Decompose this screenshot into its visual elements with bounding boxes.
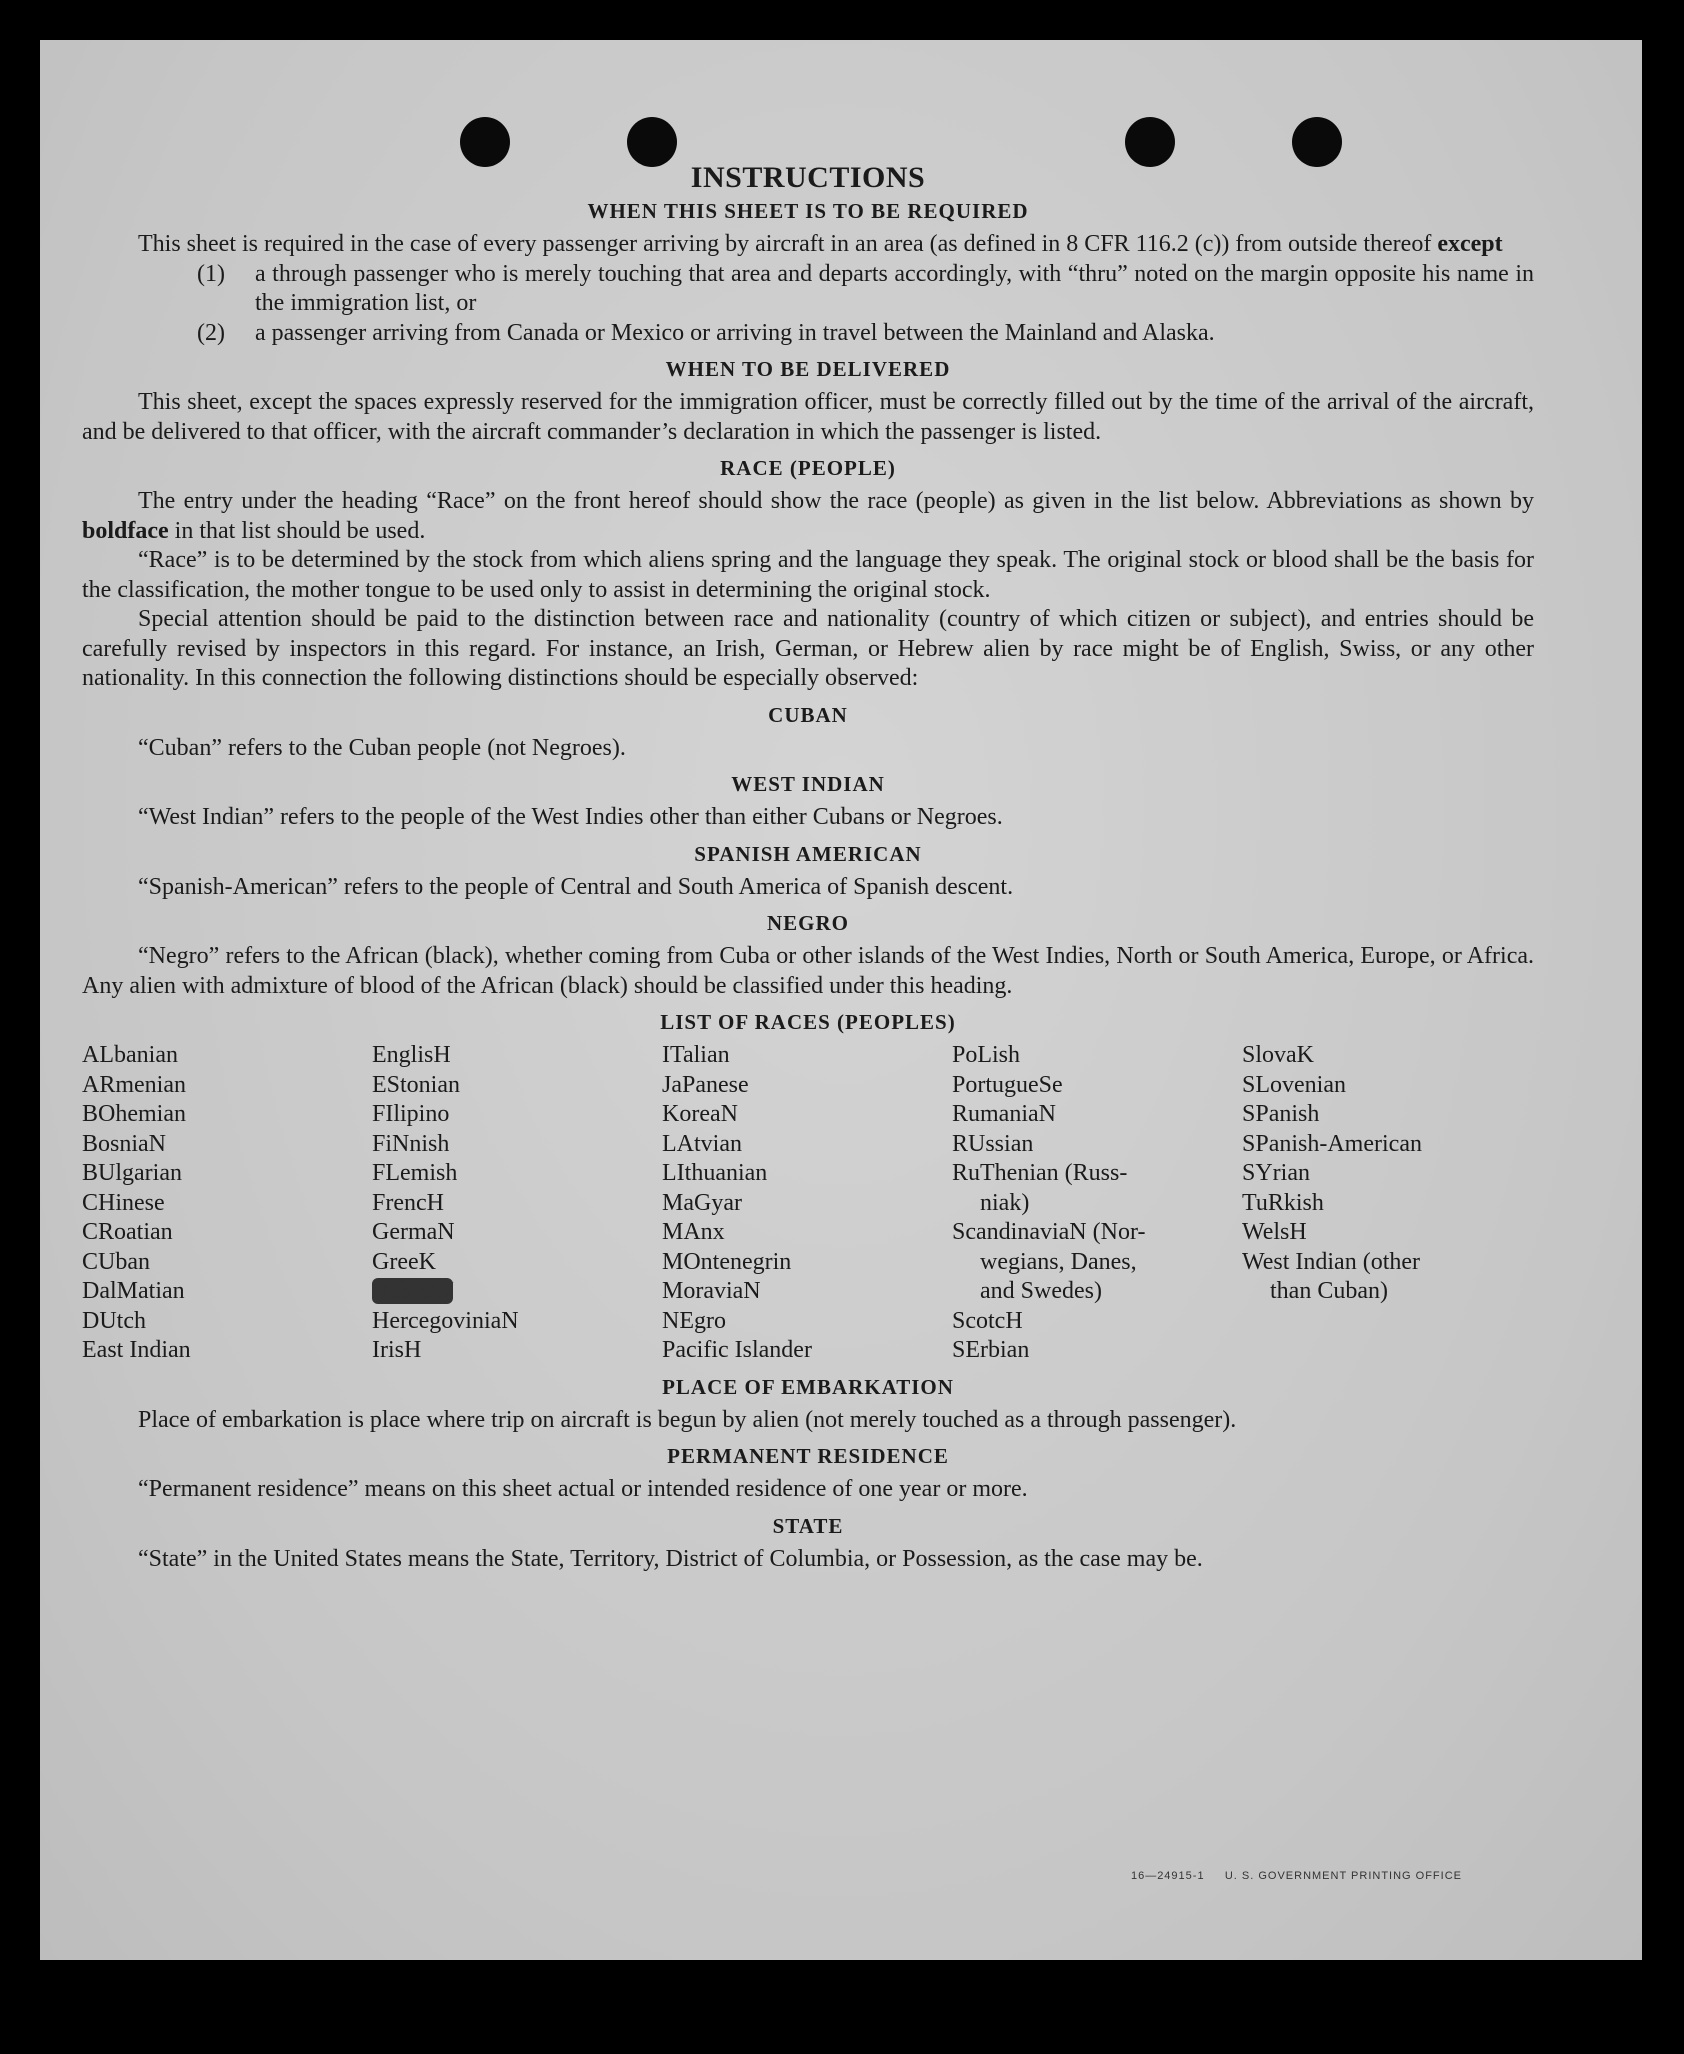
- race-entry: EStonian: [372, 1071, 460, 1098]
- race-entry: LAtvian: [662, 1130, 742, 1157]
- section-heading-negro: NEGRO: [766, 911, 849, 935]
- race-entry: FiNnish: [372, 1130, 450, 1157]
- race-entry: FrencH: [372, 1189, 444, 1216]
- race-entry: NEgro: [662, 1307, 726, 1334]
- race-entry: SYrian: [1242, 1160, 1310, 1186]
- race-entry: ARmenian: [82, 1071, 186, 1098]
- race-entry: SPanish: [1242, 1101, 1320, 1127]
- race-entry: BOhemian: [82, 1101, 186, 1127]
- required-intro: This sheet is required in the case of every passenger arriving by aircraft in an area (as defined in 8 CFR 116.2 (c)) from outside thereof except: [138, 231, 1503, 257]
- race-entry-continued: than Cuban): [1270, 1278, 1388, 1304]
- race-entry: SPanish-American: [1242, 1130, 1422, 1157]
- race-entry: DalMatian: [82, 1278, 185, 1304]
- race-entry: PortugueSe: [952, 1071, 1063, 1098]
- race-entry: LIthuanian: [662, 1160, 768, 1186]
- race-entry-continued: niak): [980, 1189, 1030, 1216]
- section-heading-embarkation: PLACE OF EMBARKATION: [662, 1374, 954, 1399]
- race-entry: MoraviaN: [662, 1278, 761, 1304]
- race-entry: ITalian: [662, 1042, 730, 1068]
- races-column-3: [662, 1041, 952, 1366]
- race-entry: KoreaN: [662, 1101, 738, 1127]
- race-entry: IrisH: [372, 1337, 422, 1363]
- race-entry: MOntenegrin: [662, 1248, 792, 1275]
- races-list: [82, 1041, 1534, 1366]
- races-column-4: [952, 1041, 1242, 1366]
- race-entry: DUtch: [82, 1307, 146, 1334]
- race-entry: Pacific Islander: [662, 1337, 812, 1363]
- race-entry: RUssian: [952, 1130, 1034, 1157]
- race-entry: SlovaK: [1242, 1042, 1314, 1068]
- race-entry: CRoatian: [82, 1219, 173, 1245]
- races-column-2: [372, 1041, 662, 1366]
- race-entry: WelsH: [1242, 1219, 1307, 1245]
- embarkation-text: Place of embarkation is place where trip on aircraft is begun by alien (not merely touched as a through passenger).: [138, 1406, 1237, 1433]
- page-title: INSTRUCTIONS: [690, 161, 926, 194]
- race-entry: [372, 1277, 662, 1307]
- state-text: “State” in the United States means the State, Territory, District of Columbia, or Possession, as the case may be.: [138, 1545, 1203, 1572]
- race-entry: GermaN: [372, 1219, 455, 1245]
- print-code: [1131, 1870, 1462, 1882]
- race-paragraph-2: “Race” is to be determined by the stock from which aliens spring and the language they speak. The original stock or blood shall be the basis for the classification, the mother tongue to be used only to assist in determining the original stock.: [82, 547, 1534, 603]
- race-entry: ScotcH: [952, 1307, 1023, 1334]
- exception-item-2: (2) a passenger arriving from Canada or Mexico or arriving in travel between the Mainland and Alaska.: [197, 319, 1215, 346]
- section-heading-residence: PERMANENT RESIDENCE: [667, 1444, 949, 1468]
- races-column-1: [82, 1041, 372, 1366]
- race-entry: East Indian: [82, 1337, 191, 1363]
- race-entry-continued: wegians, Danes,: [980, 1248, 1137, 1275]
- race-entry: JaPanese: [662, 1071, 749, 1098]
- race-entry: FLemish: [372, 1160, 458, 1186]
- west-indian-text: “West Indian” refers to the people of the West Indies other than either Cubans or Negroes.: [138, 804, 1003, 830]
- race-entry: RumaniaN: [952, 1101, 1056, 1127]
- race-paragraph-3: Special attention should be paid to the distinction between race and nationality (country of which citizen or subject), and entries should be carefully revised by inspectors in this regard. For instance, an Irish, German, or Hebrew alien by race might be of English, Swiss, or any other nationality. In this connection the following distinctions should be especially observed:: [82, 606, 1534, 691]
- printer-name: U. S. GOVERNMENT PRINTING OFFICE: [1224, 1870, 1462, 1882]
- section-heading-west-indian: WEST INDIAN: [731, 772, 885, 796]
- section-heading-delivered: WHEN TO BE DELIVERED: [665, 357, 951, 381]
- race-entry: MAnx: [662, 1219, 725, 1245]
- race-entry: CHinese: [82, 1189, 165, 1216]
- spanish-american-text: “Spanish-American” refers to the people of Central and South America of Spanish descent.: [138, 873, 1014, 900]
- section-heading-required: WHEN THIS SHEET IS TO BE REQUIRED: [587, 199, 1029, 223]
- delivered-text: This sheet, except the spaces expressly reserved for the immigration officer, must be correctly filled out by the time of the arrival of the aircraft, and be delivered to that officer, with the aircraft commander’s declaration in which the passenger is listed.: [82, 389, 1534, 445]
- smudged-race-entry: HebreW: [372, 1278, 454, 1304]
- negro-text: “Negro” refers to the African (black), whether coming from Cuba or other islands of the West Indies, North or South America, Europe, or Africa. Any alien with admixture of blood of the African (black) should be classified under this heading.: [82, 943, 1534, 999]
- race-entry: MaGyar: [662, 1189, 742, 1216]
- race-paragraph-1: The entry under the heading “Race” on the front hereof should show the race (people) as given in the list below. Abbreviations as shown by boldface in that list should be used.: [82, 488, 1534, 544]
- race-entry: West Indian (other: [1242, 1248, 1421, 1275]
- race-entry: ScandinaviaN (Nor-: [952, 1219, 1146, 1245]
- section-heading-spanish-american: SPANISH AMERICAN: [694, 841, 922, 866]
- section-heading-list-of-races: LIST OF RACES (PEOPLES): [660, 1010, 956, 1034]
- race-entry-continued: and Swedes): [980, 1278, 1102, 1304]
- races-column-5: [1242, 1041, 1534, 1366]
- instructions-body: [82, 160, 1534, 1574]
- race-entry: GreeK: [372, 1248, 436, 1275]
- race-entry: FIlipino: [372, 1101, 450, 1127]
- race-entry: CUban: [82, 1248, 150, 1275]
- document-page: [40, 40, 1642, 1960]
- race-entry: BUlgarian: [82, 1160, 182, 1186]
- race-entry: EnglisH: [372, 1042, 451, 1068]
- race-entry: TuRkish: [1242, 1189, 1324, 1216]
- race-entry: RuThenian (Russ-: [952, 1160, 1128, 1186]
- section-heading-race: RACE (PEOPLE): [720, 456, 896, 480]
- race-entry: ALbanian: [82, 1042, 178, 1068]
- section-heading-cuban: CUBAN: [768, 702, 848, 727]
- race-entry: BosniaN: [82, 1130, 166, 1157]
- section-heading-state: STATE: [772, 1513, 844, 1538]
- residence-text: “Permanent residence” means on this sheet actual or intended residence of one year or more.: [138, 1476, 1028, 1502]
- race-entry: SLovenian: [1242, 1071, 1346, 1098]
- form-number: 16—24915-1: [1130, 1870, 1205, 1882]
- race-entry: HercegoviniaN: [372, 1307, 519, 1334]
- cuban-text: “Cuban” refers to the Cuban people (not Negroes).: [138, 734, 626, 761]
- race-entry: SErbian: [952, 1337, 1030, 1363]
- exception-item-1: (1) a through passenger who is merely touching that area and departs accordingly, with “thru” noted on the margin opposite his name in the immigration list, or: [197, 260, 1534, 316]
- race-entry: PoLish: [952, 1042, 1021, 1068]
